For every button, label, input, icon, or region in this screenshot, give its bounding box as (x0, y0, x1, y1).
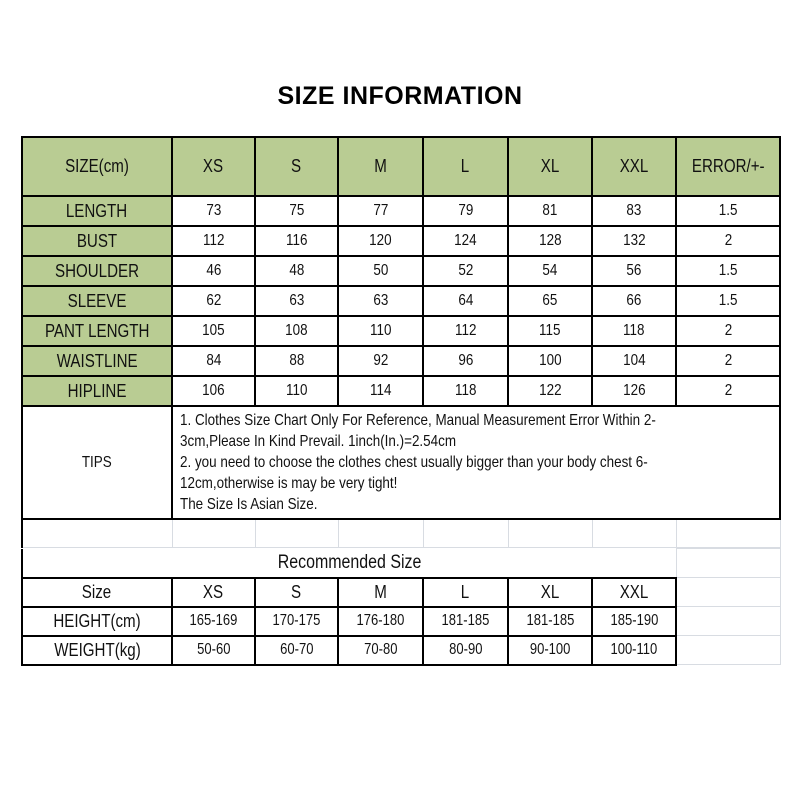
row-label-cell-text: WAISTLINE (56, 350, 138, 371)
size-table-header-row (22, 137, 780, 196)
tips-line: 1. Clothes Size Chart Only For Reference, Manual Measurement Error Within 2- (180, 412, 656, 429)
value-cell (676, 376, 780, 406)
value-cell-text: 46 (206, 262, 221, 279)
recommended-title-row (22, 549, 780, 578)
value-cell (676, 226, 780, 256)
recommended-row (22, 607, 780, 636)
value-cell (255, 226, 338, 256)
spacer-cell (423, 520, 508, 548)
measurement-row (22, 196, 780, 226)
value-cell-text: 1.5 (718, 202, 738, 219)
value-cell-text: 92 (373, 352, 388, 369)
row-label-cell-text: BUST (76, 230, 118, 251)
size-table (21, 136, 781, 520)
header-cell-xs-text: XS (203, 156, 224, 176)
value-cell (592, 256, 676, 286)
header-cell-m-text: M (374, 156, 387, 176)
value-cell-text: 79 (458, 202, 473, 219)
spacer-cell (508, 520, 592, 548)
rec-header-cell-s (255, 578, 338, 607)
value-cell (255, 316, 338, 346)
ghost-cell (676, 636, 780, 665)
value-cell-text: 50 (373, 262, 388, 279)
value-cell (255, 256, 338, 286)
value-cell (676, 316, 780, 346)
value-cell-text: 110 (285, 382, 308, 399)
value-cell-text: 54 (542, 262, 558, 279)
value-cell (172, 286, 255, 316)
value-cell (508, 376, 592, 406)
value-cell-text: 114 (369, 382, 392, 399)
rec-value-cell-text: 90-100 (529, 641, 571, 658)
value-cell (338, 316, 423, 346)
value-cell (338, 376, 423, 406)
rec-header-cell-xs-text: XS (203, 581, 224, 602)
value-cell-text: 48 (289, 262, 304, 279)
recommended-title-cell (22, 549, 676, 578)
header-cell-size-unit (22, 137, 172, 196)
measurement-row (22, 256, 780, 286)
ghost-cell (676, 607, 780, 636)
rec-label-cell (22, 636, 172, 665)
value-cell-text: 52 (458, 262, 473, 279)
value-cell (592, 346, 676, 376)
rec-value-cell (338, 636, 423, 665)
value-cell (423, 316, 508, 346)
spacer-cell (338, 520, 423, 548)
row-label-cell (22, 196, 172, 226)
value-cell-text: 62 (206, 292, 221, 309)
header-cell-s (255, 137, 338, 196)
value-cell (338, 346, 423, 376)
header-cell-l (423, 137, 508, 196)
value-cell (172, 256, 255, 286)
tips-label-cell (22, 406, 172, 519)
value-cell (592, 316, 676, 346)
row-label-cell-text: LENGTH (66, 200, 128, 221)
rec-header-cell-s-text: S (291, 581, 302, 602)
rec-value-cell (592, 636, 676, 665)
value-cell (255, 346, 338, 376)
rec-value-cell (338, 607, 423, 636)
header-cell-m (338, 137, 423, 196)
tips-line: 2. you need to choose the clothes chest usually bigger than your body chest 6- (180, 454, 648, 471)
rec-label-cell-text: HEIGHT(cm) (53, 610, 141, 631)
row-label-cell-text: PANT LENGTH (44, 320, 150, 341)
rec-header-cell-xl-text: XL (540, 581, 560, 602)
value-cell (508, 256, 592, 286)
rec-corner-header-cell (22, 578, 172, 607)
value-cell-text: 118 (623, 322, 645, 339)
value-cell-text: 104 (622, 352, 646, 369)
recommended-row (22, 636, 780, 665)
header-cell-xxl (592, 137, 676, 196)
rec-header-cell-xl (508, 578, 592, 607)
spacer-cell (172, 520, 255, 548)
header-cell-xl (508, 137, 592, 196)
rec-value-cell (172, 607, 255, 636)
value-cell-text: 96 (458, 352, 473, 369)
value-cell (423, 226, 508, 256)
header-cell-l-text: L (461, 156, 470, 176)
value-cell-text: 126 (622, 382, 646, 399)
value-cell-text: 88 (289, 352, 304, 369)
rec-value-cell (423, 607, 508, 636)
header-cell-error+-text: ERROR/+- (691, 156, 765, 176)
rec-value-cell (255, 607, 338, 636)
value-cell-text: 100 (538, 352, 562, 369)
value-cell-text: 65 (542, 292, 558, 309)
rec-value-cell (255, 636, 338, 665)
rec-value-cell (423, 636, 508, 665)
value-cell (172, 346, 255, 376)
value-cell-text: 108 (285, 322, 308, 339)
spacer-cell (22, 520, 172, 548)
header-cell-size-unit-text: SIZE(cm) (65, 156, 129, 176)
value-cell-text: 110 (369, 322, 392, 339)
rec-corner-header-cell-text: Size (82, 581, 112, 602)
value-cell (172, 316, 255, 346)
value-cell-text: 81 (542, 202, 558, 219)
value-cell (338, 256, 423, 286)
page-title: SIZE INFORMATION (277, 82, 523, 110)
value-cell-text: 124 (454, 232, 477, 249)
spacer-cell (592, 520, 676, 548)
rec-value-cell-text: 80-90 (448, 641, 483, 658)
rec-value-cell-text: 50-60 (196, 641, 231, 658)
value-cell (508, 286, 592, 316)
row-label-cell (22, 286, 172, 316)
value-cell-text: 2 (724, 382, 732, 399)
rec-value-cell-text: 60-70 (279, 641, 314, 658)
tips-row (22, 406, 780, 519)
recommended-title: Recommended Size (277, 551, 422, 573)
rec-value-cell (172, 636, 255, 665)
value-cell (508, 346, 592, 376)
value-cell-text: 120 (369, 232, 392, 249)
value-cell-text: 77 (373, 202, 388, 219)
value-cell (338, 226, 423, 256)
value-cell-text: 1.5 (718, 292, 738, 309)
header-cell-xxl-text: XXL (619, 156, 649, 176)
spacer-cell (255, 520, 338, 548)
spacer-cell (676, 520, 780, 548)
size-chart-sheet (21, 136, 779, 666)
value-cell (255, 196, 338, 226)
rec-header-cell-m-text: M (374, 581, 387, 602)
tips-line: 3cm,Please In Kind Prevail. 1inch(In.)=2.54cm (180, 433, 457, 450)
value-cell (423, 196, 508, 226)
row-label-cell (22, 226, 172, 256)
value-cell-text: 2 (724, 232, 732, 249)
value-cell-text: 115 (539, 322, 561, 339)
value-cell-text: 64 (458, 292, 473, 309)
value-cell-text: 112 (454, 322, 477, 339)
value-cell (338, 196, 423, 226)
header-cell-s-text: S (291, 156, 302, 176)
rec-value-cell-text: 100-110 (610, 641, 658, 658)
row-label-cell (22, 256, 172, 286)
ghost-cell (676, 578, 780, 607)
value-cell-text: 2 (724, 322, 732, 339)
value-cell (592, 376, 676, 406)
value-cell (592, 226, 676, 256)
value-cell (255, 286, 338, 316)
value-cell-text: 105 (202, 322, 225, 339)
value-cell (508, 226, 592, 256)
value-cell (423, 286, 508, 316)
value-cell-text: 84 (206, 352, 221, 369)
value-cell-text: 118 (454, 382, 477, 399)
measurement-row (22, 316, 780, 346)
value-cell-text: 63 (373, 292, 388, 309)
rec-value-cell-text: 181-185 (526, 612, 574, 629)
value-cell-text: 122 (538, 382, 562, 399)
value-cell-text: 116 (285, 232, 308, 249)
value-cell-text: 83 (626, 202, 642, 219)
measurement-row (22, 346, 780, 376)
rec-value-cell-text: 185-190 (610, 612, 658, 629)
row-label-cell-text: HIPLINE (67, 380, 127, 401)
value-cell (423, 376, 508, 406)
rec-header-cell-l-text: L (461, 581, 470, 602)
row-label-cell-text: SHOULDER (54, 260, 140, 281)
header-cell-xl-text: XL (540, 156, 560, 176)
rec-value-cell-text: 165-169 (189, 612, 238, 629)
value-cell (592, 286, 676, 316)
value-cell-text: 132 (622, 232, 646, 249)
rec-label-cell-text: WEIGHT(kg) (53, 639, 141, 660)
value-cell-text: 75 (289, 202, 304, 219)
tips-label: TIPS (82, 453, 112, 471)
tips-text-cell (172, 406, 780, 519)
value-cell (676, 346, 780, 376)
value-cell (508, 196, 592, 226)
row-label-cell (22, 346, 172, 376)
rec-value-cell-text: 70-80 (363, 641, 398, 658)
rec-header-cell-xs (172, 578, 255, 607)
rec-value-cell-text: 176-180 (356, 612, 405, 629)
recommended-header-row (22, 578, 780, 607)
value-cell-text: 106 (202, 382, 225, 399)
row-label-cell (22, 376, 172, 406)
row-label-cell-text: SLEEVE (67, 290, 127, 311)
ghost-cell (676, 549, 780, 578)
value-cell-text: 128 (538, 232, 562, 249)
rec-value-cell (508, 607, 592, 636)
value-cell-text: 56 (626, 262, 642, 279)
value-cell (172, 226, 255, 256)
value-cell-text: 66 (626, 292, 642, 309)
rec-value-cell (592, 607, 676, 636)
header-cell-xs (172, 137, 255, 196)
value-cell (592, 196, 676, 226)
measurement-row (22, 286, 780, 316)
value-cell (676, 196, 780, 226)
value-cell-text: 73 (206, 202, 221, 219)
value-cell-text: 1.5 (718, 262, 738, 279)
rec-value-cell-text: 181-185 (441, 612, 490, 629)
measurement-row (22, 376, 780, 406)
recommended-size-table (21, 548, 781, 666)
value-cell (508, 316, 592, 346)
value-cell (423, 256, 508, 286)
rec-header-cell-xxl-text: XXL (619, 581, 649, 602)
value-cell-text: 2 (724, 352, 732, 369)
rec-header-cell-xxl (592, 578, 676, 607)
rec-value-cell (508, 636, 592, 665)
measurement-row (22, 226, 780, 256)
rec-label-cell (22, 607, 172, 636)
value-cell (676, 256, 780, 286)
value-cell (172, 196, 255, 226)
tips-line: 12cm,otherwise is may be very tight! (180, 475, 398, 492)
value-cell (676, 286, 780, 316)
value-cell (338, 286, 423, 316)
value-cell-text: 112 (202, 232, 225, 249)
value-cell-text: 63 (289, 292, 304, 309)
rec-header-cell-m (338, 578, 423, 607)
rec-value-cell-text: 170-175 (272, 612, 321, 629)
row-label-cell (22, 316, 172, 346)
header-cell-error+ (676, 137, 780, 196)
value-cell (172, 376, 255, 406)
rec-header-cell-l (423, 578, 508, 607)
spacer-row (21, 520, 781, 548)
value-cell (423, 346, 508, 376)
tips-line: The Size Is Asian Size. (180, 496, 318, 513)
value-cell (255, 376, 338, 406)
